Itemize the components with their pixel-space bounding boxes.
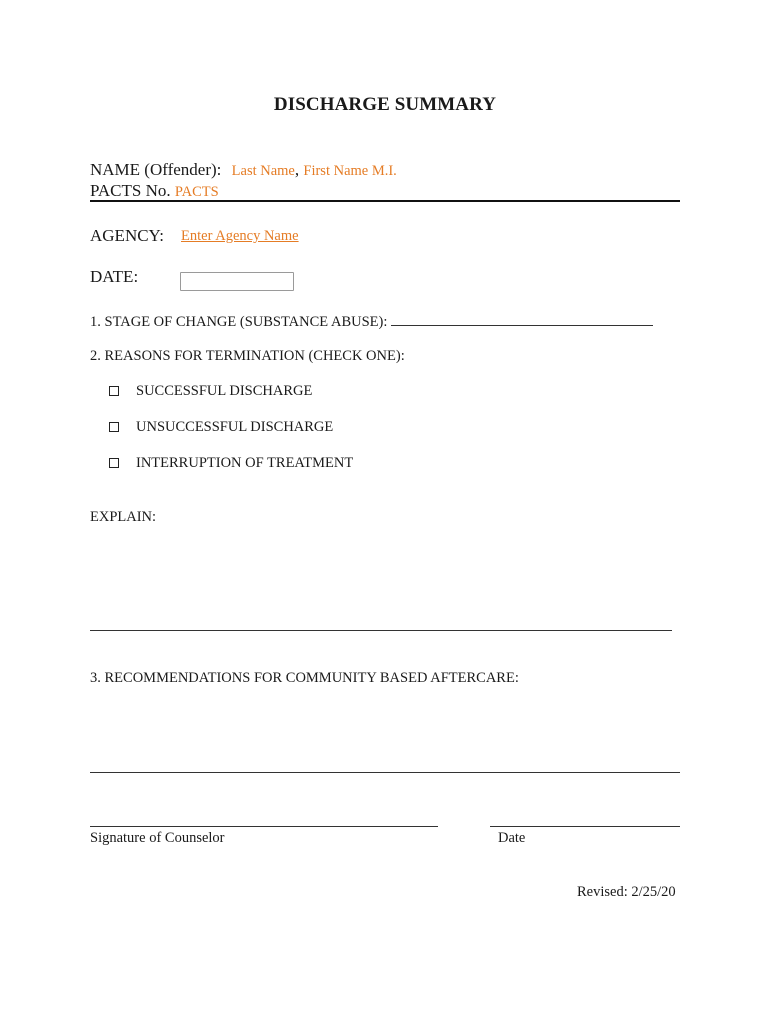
document-title: DISCHARGE SUMMARY — [273, 94, 497, 115]
name-comma: , — [294, 160, 300, 179]
stage-of-change-label: 1. STAGE OF CHANGE (SUBSTANCE ABUSE): — [90, 314, 388, 330]
revised-date: Revised: 2/25/20 — [577, 884, 676, 900]
last-name-field[interactable]: Last Name — [231, 163, 295, 179]
signature-line[interactable] — [90, 826, 438, 827]
unsuccessful-discharge-label: UNSUCCESSFUL DISCHARGE — [136, 419, 334, 435]
agency-field[interactable]: Enter Agency Name — [181, 228, 299, 244]
explain-label: EXPLAIN: — [90, 509, 157, 525]
pacts-row — [90, 181, 219, 201]
stage-of-change-row — [90, 312, 653, 331]
date-label: DATE: — [90, 267, 139, 286]
aftercare-recommendations-label: 3. RECOMMENDATIONS FOR COMMUNITY BASED AFTERCARE: — [90, 670, 519, 686]
interruption-of-treatment-label: INTERRUPTION OF TREATMENT — [136, 455, 354, 471]
first-name-field[interactable]: First Name M.I. — [303, 163, 397, 179]
signature-label: Signature of Counselor — [90, 830, 225, 846]
successful-discharge-checkbox[interactable] — [109, 386, 119, 396]
termination-reasons-label: 2. REASONS FOR TERMINATION (CHECK ONE): — [90, 348, 405, 364]
stage-of-change-blank[interactable] — [391, 312, 653, 326]
date-input[interactable] — [180, 272, 294, 291]
successful-discharge-label: SUCCESSFUL DISCHARGE — [136, 383, 313, 399]
interruption-of-treatment-checkbox[interactable] — [109, 458, 119, 468]
signature-date-line[interactable] — [490, 826, 680, 827]
header-divider — [90, 200, 680, 202]
aftercare-line[interactable] — [90, 772, 680, 773]
explain-line[interactable] — [90, 630, 672, 631]
unsuccessful-discharge-checkbox[interactable] — [109, 422, 119, 432]
name-label: NAME (Offender): — [90, 160, 222, 179]
agency-label: AGENCY: — [90, 226, 164, 245]
pacts-field[interactable]: PACTS — [174, 184, 219, 200]
name-row — [90, 160, 397, 180]
pacts-label: PACTS No. — [90, 181, 171, 200]
signature-date-label: Date — [498, 830, 526, 846]
